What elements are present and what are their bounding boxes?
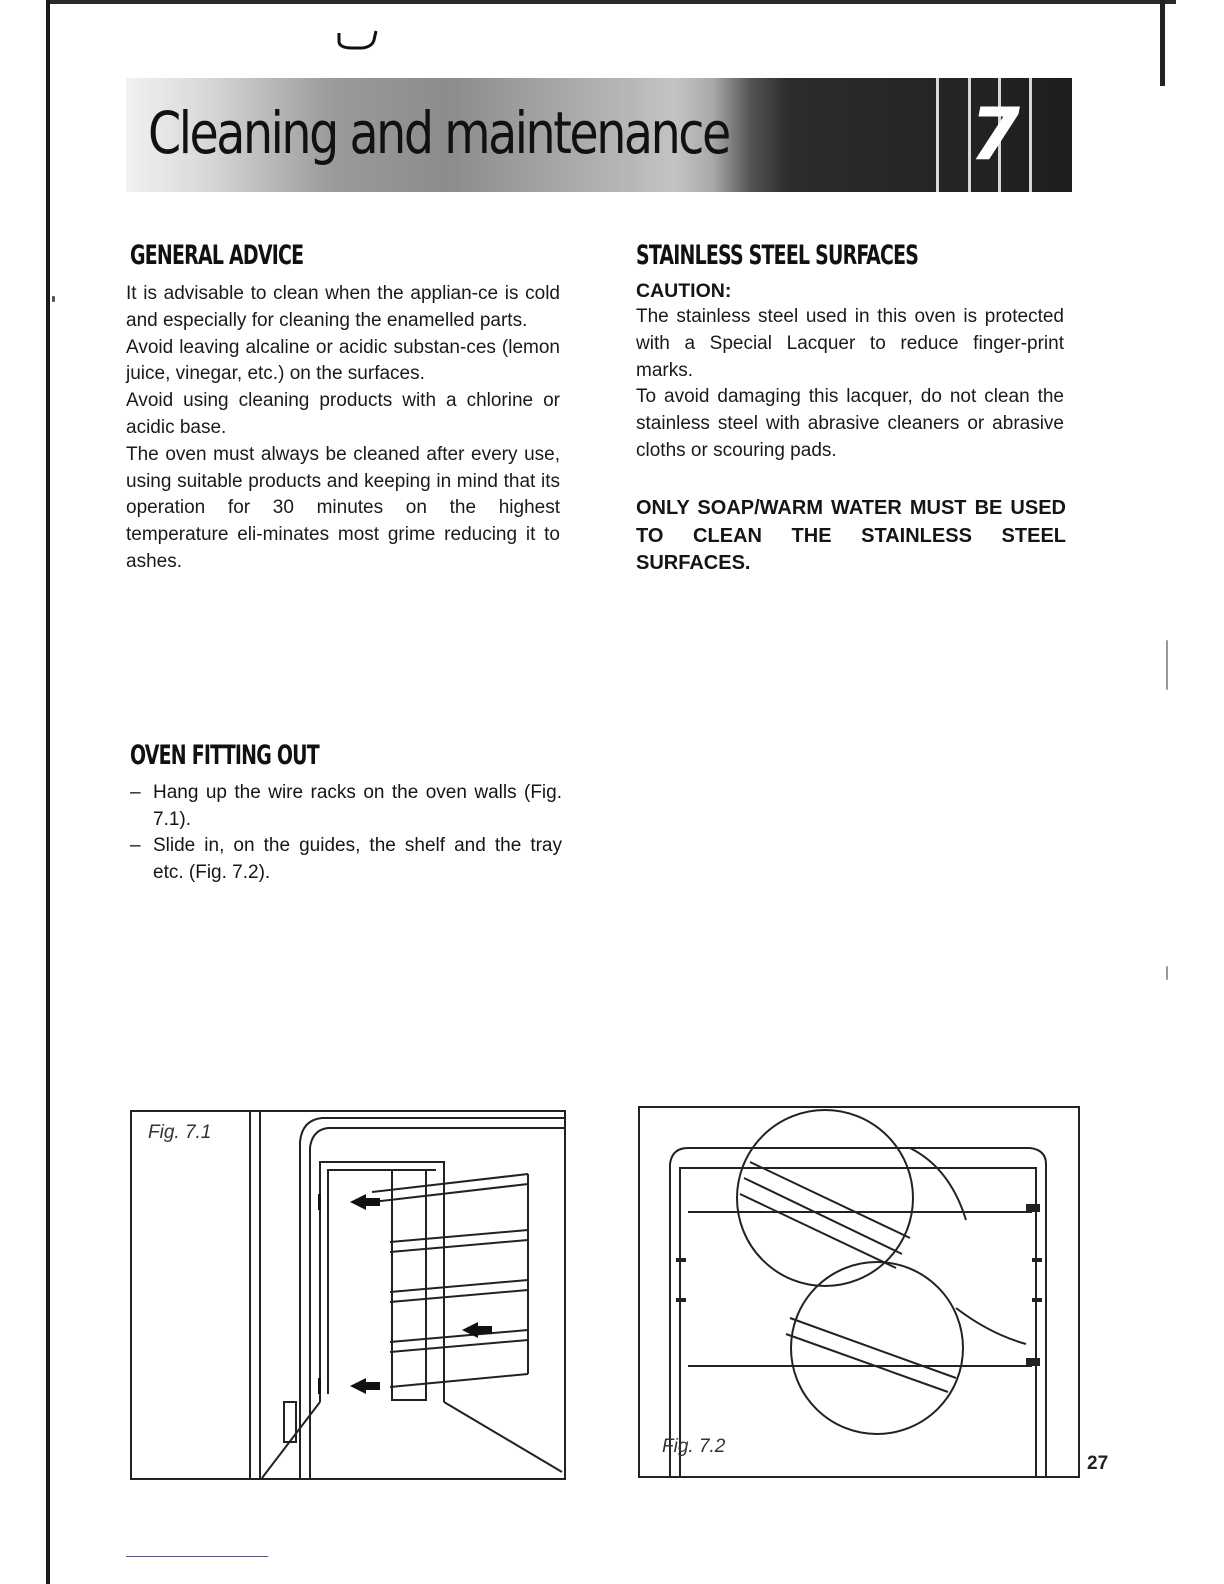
general-advice-paragraph: Avoid leaving alcaline or acidic substan-ces (lemon juice, vinegar, etc.) on the surfaces. bbox=[126, 336, 560, 385]
stainless-steel-paragraph: To avoid damaging this lacquer, do not clean the stainless steel with abrasive cleaners or abrasive cloths or scouring pads. bbox=[636, 386, 1064, 461]
scan-speck bbox=[52, 296, 55, 302]
stainless-steel-paragraph: The stainless steel used in this oven is protected with a Special Lacquer to reduce finger-print marks. bbox=[636, 306, 1064, 381]
banner-divider bbox=[936, 78, 939, 192]
chapter-title: Cleaning and maintenance bbox=[148, 99, 729, 167]
general-advice-paragraph: The oven must always be cleaned after every use, using suitable products and keeping in mind that its operation for 30 minutes on the highest temperature eli-minates most grime reducing it to ashes. bbox=[126, 443, 560, 572]
scan-speck bbox=[1166, 640, 1168, 690]
stainless-warning: ONLY SOAP/WARM WATER MUST BE USED TO CLEAN THE STAINLESS STEEL SURFACES. bbox=[636, 497, 1066, 574]
oven-fitting-heading: OVEN FITTING OUT bbox=[130, 740, 319, 771]
right-border-rule bbox=[1160, 0, 1165, 86]
oven-shelf-tray-illustration bbox=[640, 1108, 1078, 1476]
figure-7-1 bbox=[130, 1110, 566, 1480]
general-advice-heading: GENERAL ADVICE bbox=[130, 240, 304, 271]
general-advice-paragraph: It is advisable to clean when the applian-ce is cold and especially for cleaning the enamelled parts. bbox=[126, 283, 560, 331]
banner-divider bbox=[1029, 78, 1032, 192]
caution-label: CAUTION: bbox=[636, 280, 732, 302]
list-item: – Hang up the wire racks on the oven walls (Fig. 7.1). bbox=[130, 780, 562, 833]
stainless-steel-body bbox=[636, 304, 1064, 465]
hook-mark-icon bbox=[334, 28, 382, 58]
figure-7-2 bbox=[638, 1106, 1080, 1478]
chapter-banner bbox=[126, 78, 1072, 192]
stainless-steel-heading: STAINLESS STEEL SURFACES bbox=[636, 240, 919, 271]
general-advice-body bbox=[126, 281, 560, 576]
page-number: 27 bbox=[1087, 1453, 1109, 1474]
scan-speck bbox=[1166, 966, 1168, 980]
figure-caption: Fig. 7.2 bbox=[662, 1436, 726, 1457]
general-advice-paragraph: Avoid using cleaning products with a chlorine or acidic base. bbox=[126, 390, 560, 438]
list-item: – Slide in, on the guides, the shelf and the tray etc. (Fig. 7.2). bbox=[130, 833, 562, 886]
fitting-steps-list bbox=[130, 780, 562, 886]
oven-wire-rack-illustration bbox=[132, 1112, 564, 1478]
chapter-number: 7 bbox=[970, 92, 1021, 176]
footer-rule bbox=[126, 1556, 268, 1557]
left-border-rule bbox=[46, 0, 50, 1584]
figure-caption: Fig. 7.1 bbox=[148, 1122, 212, 1143]
top-border-rule bbox=[46, 0, 1176, 4]
